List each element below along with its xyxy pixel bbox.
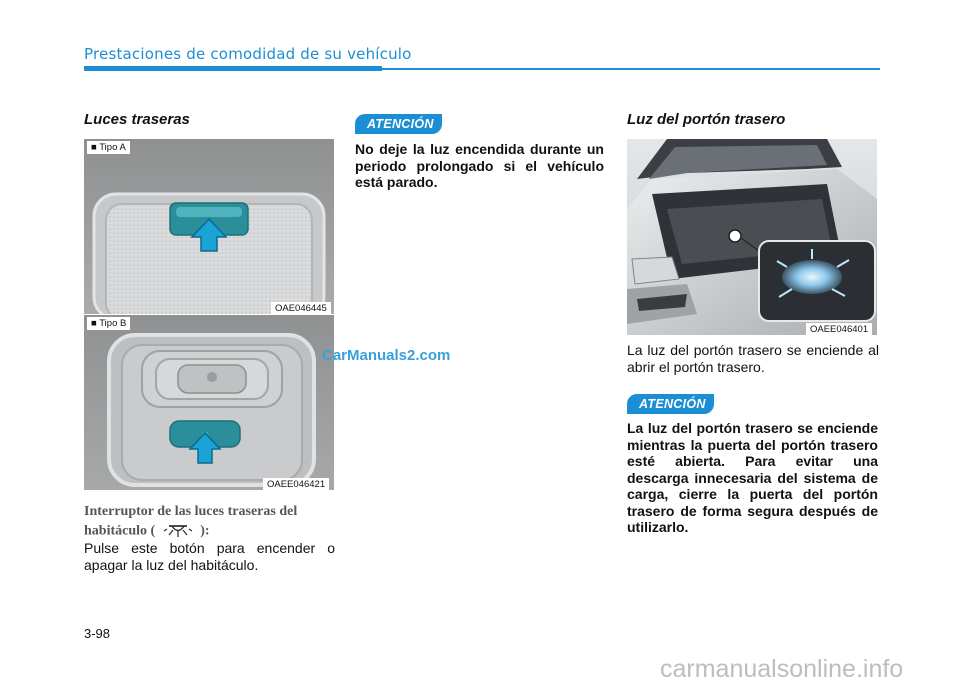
image-type-a [84, 139, 334, 314]
header-rule-thick [84, 66, 382, 71]
header-rule-thin [382, 68, 880, 70]
section-header: Prestaciones de comodidad de su vehículo [84, 45, 412, 63]
square-bullet-icon: ■ [91, 318, 97, 329]
image-a-tag: ■ Tipo A [87, 141, 130, 154]
watermark-overlay: CarManuals2.com [322, 347, 451, 364]
tailgate-illustration [627, 139, 877, 335]
switch-description: Pulse este botón para encender o apagar la luz del habitáculo. [84, 540, 335, 573]
roof-lamp-a-illustration [84, 139, 334, 314]
image-a-code: OAE046445 [271, 302, 331, 315]
tailgate-description: La luz del portón trasero se enciende al abrir el portón trasero. [627, 342, 879, 375]
tailgate-caution-text: La luz del portón trasero se enciende mientras la puerta del portón trasero esté abierta. Para evitar una descarga innecesaria del sistema de carga, cierre la puerta del portón trasero de forma segura después de utilizarlo. [627, 420, 878, 535]
right-section-title: Luz del portón trasero [627, 111, 786, 128]
square-bullet-icon: ■ [91, 142, 97, 153]
caution-badge: ATENCIÓN [355, 114, 442, 134]
left-section-title: Luces traseras [84, 111, 190, 128]
tailgate-caution-badge: ATENCIÓN [627, 394, 714, 414]
caution-text: No deje la luz encendida durante un periodo prolongado si el vehículo está parado. [355, 141, 604, 190]
tailgate-image [627, 139, 877, 335]
image-type-b [84, 315, 334, 490]
switch-heading: Interruptor de las luces traseras del habitáculo ( ): [84, 503, 336, 543]
footer-watermark: carmanualsonline.info [660, 655, 904, 683]
tailgate-image-code: OAEE046401 [806, 323, 872, 336]
image-b-tag: ■ Tipo B [87, 317, 130, 330]
roof-lamp-b-illustration [84, 315, 334, 490]
page-number: 3-98 [84, 626, 111, 641]
image-b-code: OAEE046421 [263, 478, 329, 491]
